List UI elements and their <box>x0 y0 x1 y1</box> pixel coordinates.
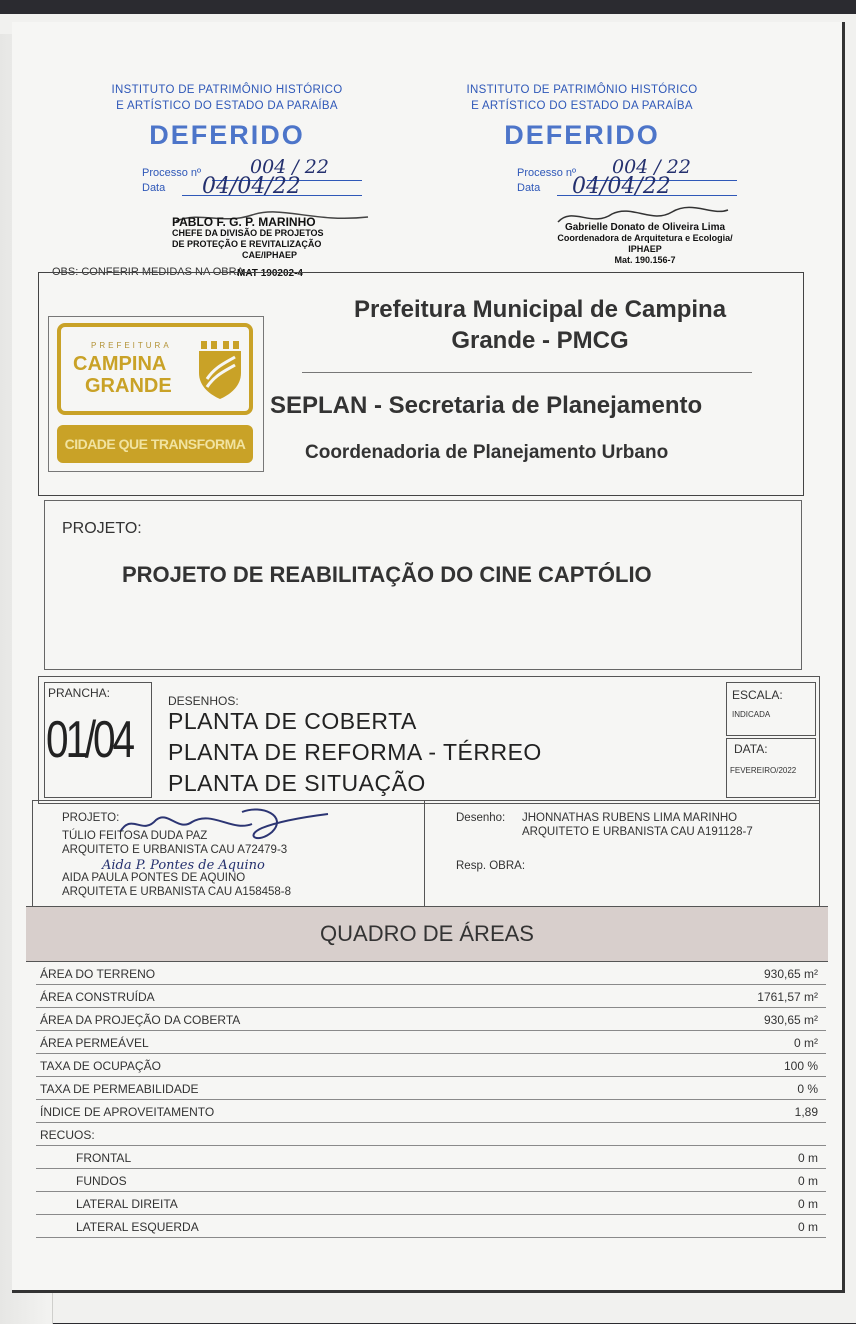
area-row-label: TAXA DE OCUPAÇÃO <box>40 1059 161 1073</box>
area-row <box>36 1146 826 1169</box>
area-row <box>36 1192 826 1215</box>
area-row-label: FRONTAL <box>76 1151 132 1165</box>
area-row-value: 930,65 m² <box>763 967 818 981</box>
handwritten-process-number: 004 / 22 <box>612 156 691 178</box>
stamp-status: DEFERIDO <box>149 120 305 150</box>
area-row-label: TAXA DE PERMEABILIDADE <box>40 1082 199 1096</box>
drawing-title: PLANTA DE COBERTA <box>168 708 417 734</box>
stamp-institute-line2: E ARTÍSTICO DO ESTADO DA PARAÍBA <box>471 100 693 112</box>
drawing-title: PLANTA DE REFORMA - TÉRREO <box>168 739 542 765</box>
stamp-institute-line2: E ARTÍSTICO DO ESTADO DA PARAÍBA <box>116 100 338 112</box>
area-row <box>36 1008 826 1031</box>
author2-title: ARQUITETA E URBANISTA CAU A158458-8 <box>62 886 292 898</box>
obs-note: OBS: CONFERIR MEDIDAS NA OBRA <box>52 266 244 278</box>
area-row <box>36 1054 826 1077</box>
date-label: DATA: <box>734 742 768 756</box>
area-row <box>36 1215 826 1238</box>
area-row-value: 0 m <box>797 1197 818 1211</box>
author1-title: ARQUITETO E URBANISTA CAU A72479-3 <box>62 844 288 856</box>
document-page <box>12 22 845 1293</box>
area-row <box>36 1031 826 1054</box>
area-row <box>36 1100 826 1123</box>
header-title <box>280 294 800 356</box>
header-title-line2: Grande - PMCG <box>451 327 629 354</box>
logo-panel <box>57 323 253 415</box>
city-shield-icon <box>197 339 243 401</box>
credits-divider <box>424 800 425 906</box>
area-row-label: ÁREA CONSTRUÍDA <box>40 990 155 1004</box>
handwritten-process-number: 004 / 22 <box>250 156 329 178</box>
credits-projeto-label: PROJETO: <box>62 812 120 824</box>
stamp-process-label: Processo nº <box>517 167 577 179</box>
paper-sheet <box>0 14 856 1323</box>
date-value: FEVEREIRO/2022 <box>730 766 797 775</box>
stamp-status: DEFERIDO <box>504 120 660 150</box>
signer-role: DE PROTEÇÃO E REVITALIZAÇÃO <box>172 239 322 249</box>
stamp-process-label: Processo nº <box>142 167 202 179</box>
author1-name: TÚLIO FEITOSA DUDA PAZ <box>62 830 208 842</box>
drawing-by-title: ARQUITETO E URBANISTA CAU A191128-7 <box>522 826 753 838</box>
signer-org: IPHAEP <box>628 244 662 254</box>
area-row <box>36 1123 826 1146</box>
area-row-value: 0 m <box>797 1220 818 1234</box>
drawing-title: PLANTA DE SITUAÇÃO <box>168 770 426 796</box>
scale-value: INDICADA <box>732 710 771 719</box>
signer-role: CHEFE DA DIVISÃO DE PROJETOS <box>172 228 324 238</box>
area-row-label: LATERAL ESQUERDA <box>76 1220 199 1234</box>
header-divider <box>302 372 752 373</box>
area-row-value: 1,89 <box>794 1105 818 1119</box>
signature-scribble <box>112 802 332 850</box>
signer-name: Gabrielle Donato de Oliveira Lima <box>564 222 726 233</box>
area-row-label: FUNDOS <box>76 1174 127 1188</box>
drawing-by-label: Desenho: <box>456 812 506 824</box>
prancha-number: 01/04 <box>46 711 132 769</box>
area-row-label: LATERAL DIREITA <box>76 1197 178 1211</box>
signer-registration: Mat. 190.156-7 <box>614 255 676 265</box>
header-title-line1: Prefeitura Municipal de Campina <box>353 296 727 323</box>
coordination-name: Coordenadoria de Planejamento Urbano <box>305 442 669 463</box>
stamp-registration: MAT 190202-4 <box>237 268 303 279</box>
area-row-label: RECUOS: <box>40 1128 95 1142</box>
area-row-label: ÍNDICE DE APROVEITAMENTO <box>40 1105 215 1119</box>
areas-table <box>36 962 826 1242</box>
logo-slogan: CIDADE QUE TRANSFORMA <box>64 436 246 452</box>
drawing-by-name: JHONNATHAS RUBENS LIMA MARINHO <box>522 812 738 824</box>
area-row-value: 0 % <box>797 1082 818 1096</box>
area-row-value: 0 m <box>797 1151 818 1165</box>
area-row-value: 100 % <box>783 1059 818 1073</box>
signer-name: PABLO F. G. P. MARINHO <box>172 215 316 229</box>
stamp-date-label: Data <box>517 182 541 194</box>
stamp-institute-line1: INSTITUTO DE PATRIMÔNIO HISTÓRICO <box>466 84 698 96</box>
resp-obra-label: Resp. OBRA: <box>456 860 526 872</box>
area-row-value: 1761,57 m² <box>757 990 818 1004</box>
area-row-label: ÁREA DO TERRENO <box>40 967 156 981</box>
area-row-value: 0 m <box>797 1174 818 1188</box>
prancha-label: PRANCHA: <box>48 686 111 700</box>
stamp-signer <box>530 222 760 266</box>
area-row <box>36 1077 826 1100</box>
scale-label: ESCALA: <box>732 688 783 702</box>
areas-header <box>26 906 828 962</box>
project-name: PROJETO DE REABILITAÇÃO DO CINE CAPTÓLIO <box>122 562 652 587</box>
stamp-date-label: Data <box>142 182 166 194</box>
signer-role: Coordenadora de Arquitetura e Ecologia/ <box>557 233 733 243</box>
logo-city-line2: GRANDE <box>85 375 172 397</box>
area-row <box>36 985 826 1008</box>
project-label: PROJETO: <box>62 520 142 537</box>
stamp-signer <box>172 217 392 261</box>
handwritten-date: 04/04/22 <box>572 174 671 199</box>
handwritten-date: 04/04/22 <box>202 174 301 199</box>
area-row <box>36 962 826 985</box>
area-row <box>36 1169 826 1192</box>
area-row-value: 930,65 m² <box>763 1013 818 1027</box>
author2-name: AIDA PAULA PONTES DE AQUINO <box>62 872 246 884</box>
area-row-label: ÁREA PERMEÁVEL <box>40 1036 149 1050</box>
signer-org: CAE/IPHAEP <box>242 250 298 260</box>
logo-city-line1: CAMPINA <box>73 353 167 375</box>
author2-signature: Aida P. Pontes de Aquino <box>102 858 265 873</box>
areas-title: QUADRO DE ÁREAS <box>320 921 534 946</box>
area-row-label: ÁREA DA PROJEÇÃO DA COBERTA <box>40 1013 241 1027</box>
logo-small-text: PREFEITURA <box>91 341 172 350</box>
logo-slogan-bar <box>57 425 253 463</box>
area-row-value: 0 m² <box>794 1036 818 1050</box>
drawings-label: DESENHOS: <box>168 694 239 708</box>
stamp-institute-line1: INSTITUTO DE PATRIMÔNIO HISTÓRICO <box>111 84 343 96</box>
secretariat-name: SEPLAN - Secretaria de Planejamento <box>270 392 703 419</box>
logo-frame <box>48 316 264 472</box>
